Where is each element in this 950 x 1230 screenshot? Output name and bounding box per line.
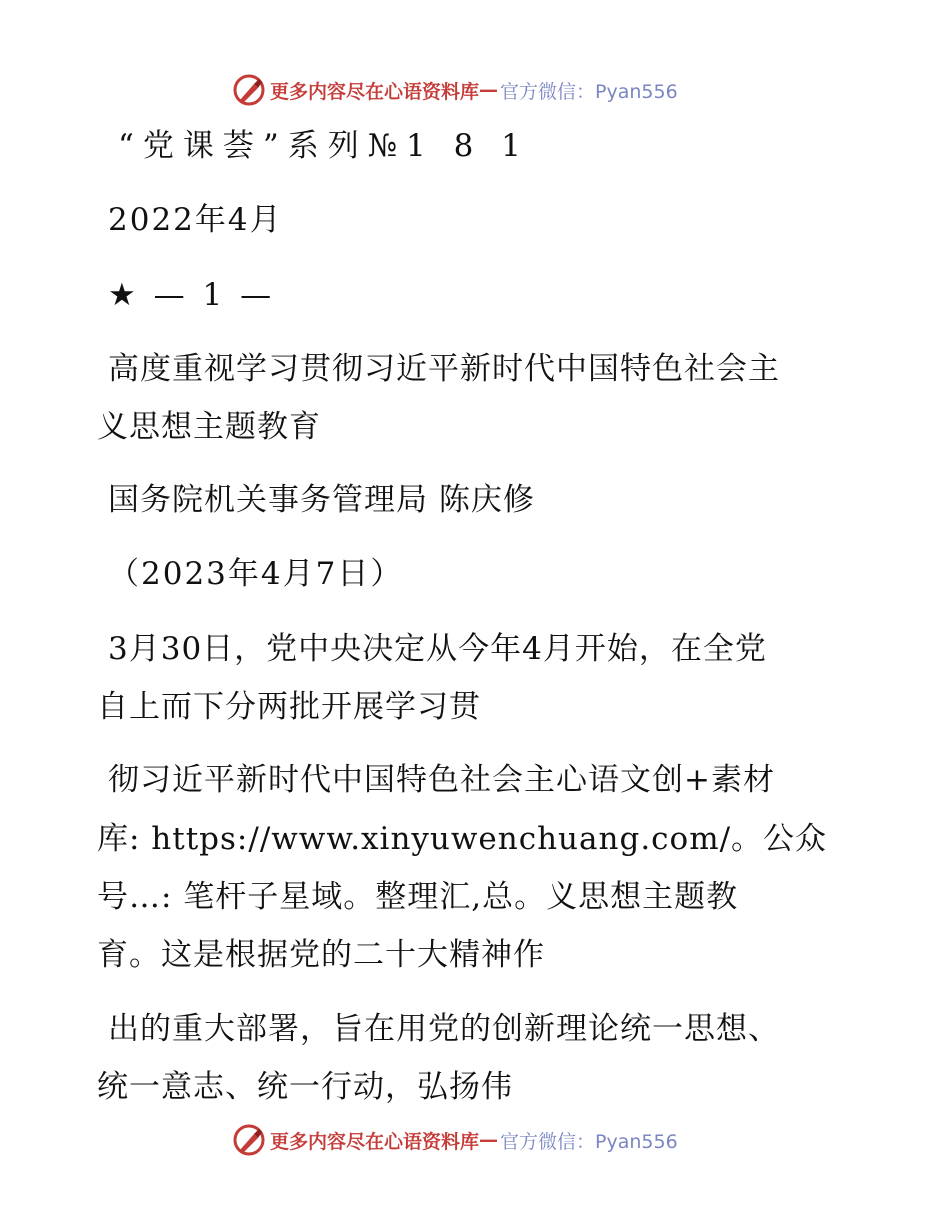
watermark-dash: —: [479, 1129, 499, 1151]
article-title-line-1: 高度重视学习贯彻习近平新时代中国特色社会主: [108, 351, 780, 387]
paragraph-2-line-3: 号…: 笔杆子星域。整理汇,总。义思想主题教: [97, 879, 739, 915]
watermark-banner-bottom: [232, 1120, 752, 1160]
watermark-text: 更多内容尽在心语资料库: [270, 80, 480, 103]
paragraph-1-line-2: 自上而下分两批开展学习贯: [97, 689, 481, 725]
article-title-line-2: 义思想主题教育: [97, 409, 321, 445]
article-author: 国务院机关事务管理局 陈庆修: [108, 482, 535, 518]
paragraph-2-line-4: 育。这是根据党的二十大精神作: [97, 937, 545, 973]
article-date: （2023年4月7日）: [108, 556, 404, 592]
paragraph-2-line-1: 彻习近平新时代中国特色社会主心语文创+素材: [108, 762, 775, 798]
paragraph-3-line-2: 统一意志、统一行动，弘扬伟: [97, 1069, 513, 1105]
pen-logo-icon: [232, 1123, 266, 1157]
pen-logo-icon: [232, 73, 266, 107]
watermark-dash: —: [479, 79, 499, 101]
paragraph-2-line-2: 库: https://www.xinyuwenchuang.com/。公众: [97, 821, 828, 857]
paragraph-1-line-1: 3月30日，党中央决定从今年4月开始，在全党: [108, 631, 767, 667]
watermark-text: 更多内容尽在心语资料库: [270, 1130, 480, 1153]
series-header: “党课荟”系列№1 8 1: [118, 128, 530, 164]
watermark-banner-top: [232, 70, 752, 110]
watermark-wechat: 官方微信：Pyan556: [500, 1130, 678, 1153]
paragraph-3-line-1: 出的重大部署，旨在用党的创新理论统一思想、: [108, 1011, 780, 1047]
page-marker: ★ — 1 —: [108, 277, 276, 313]
watermark-wechat: 官方微信：Pyan556: [500, 80, 678, 103]
issue-date: 2022年4月: [108, 202, 283, 238]
